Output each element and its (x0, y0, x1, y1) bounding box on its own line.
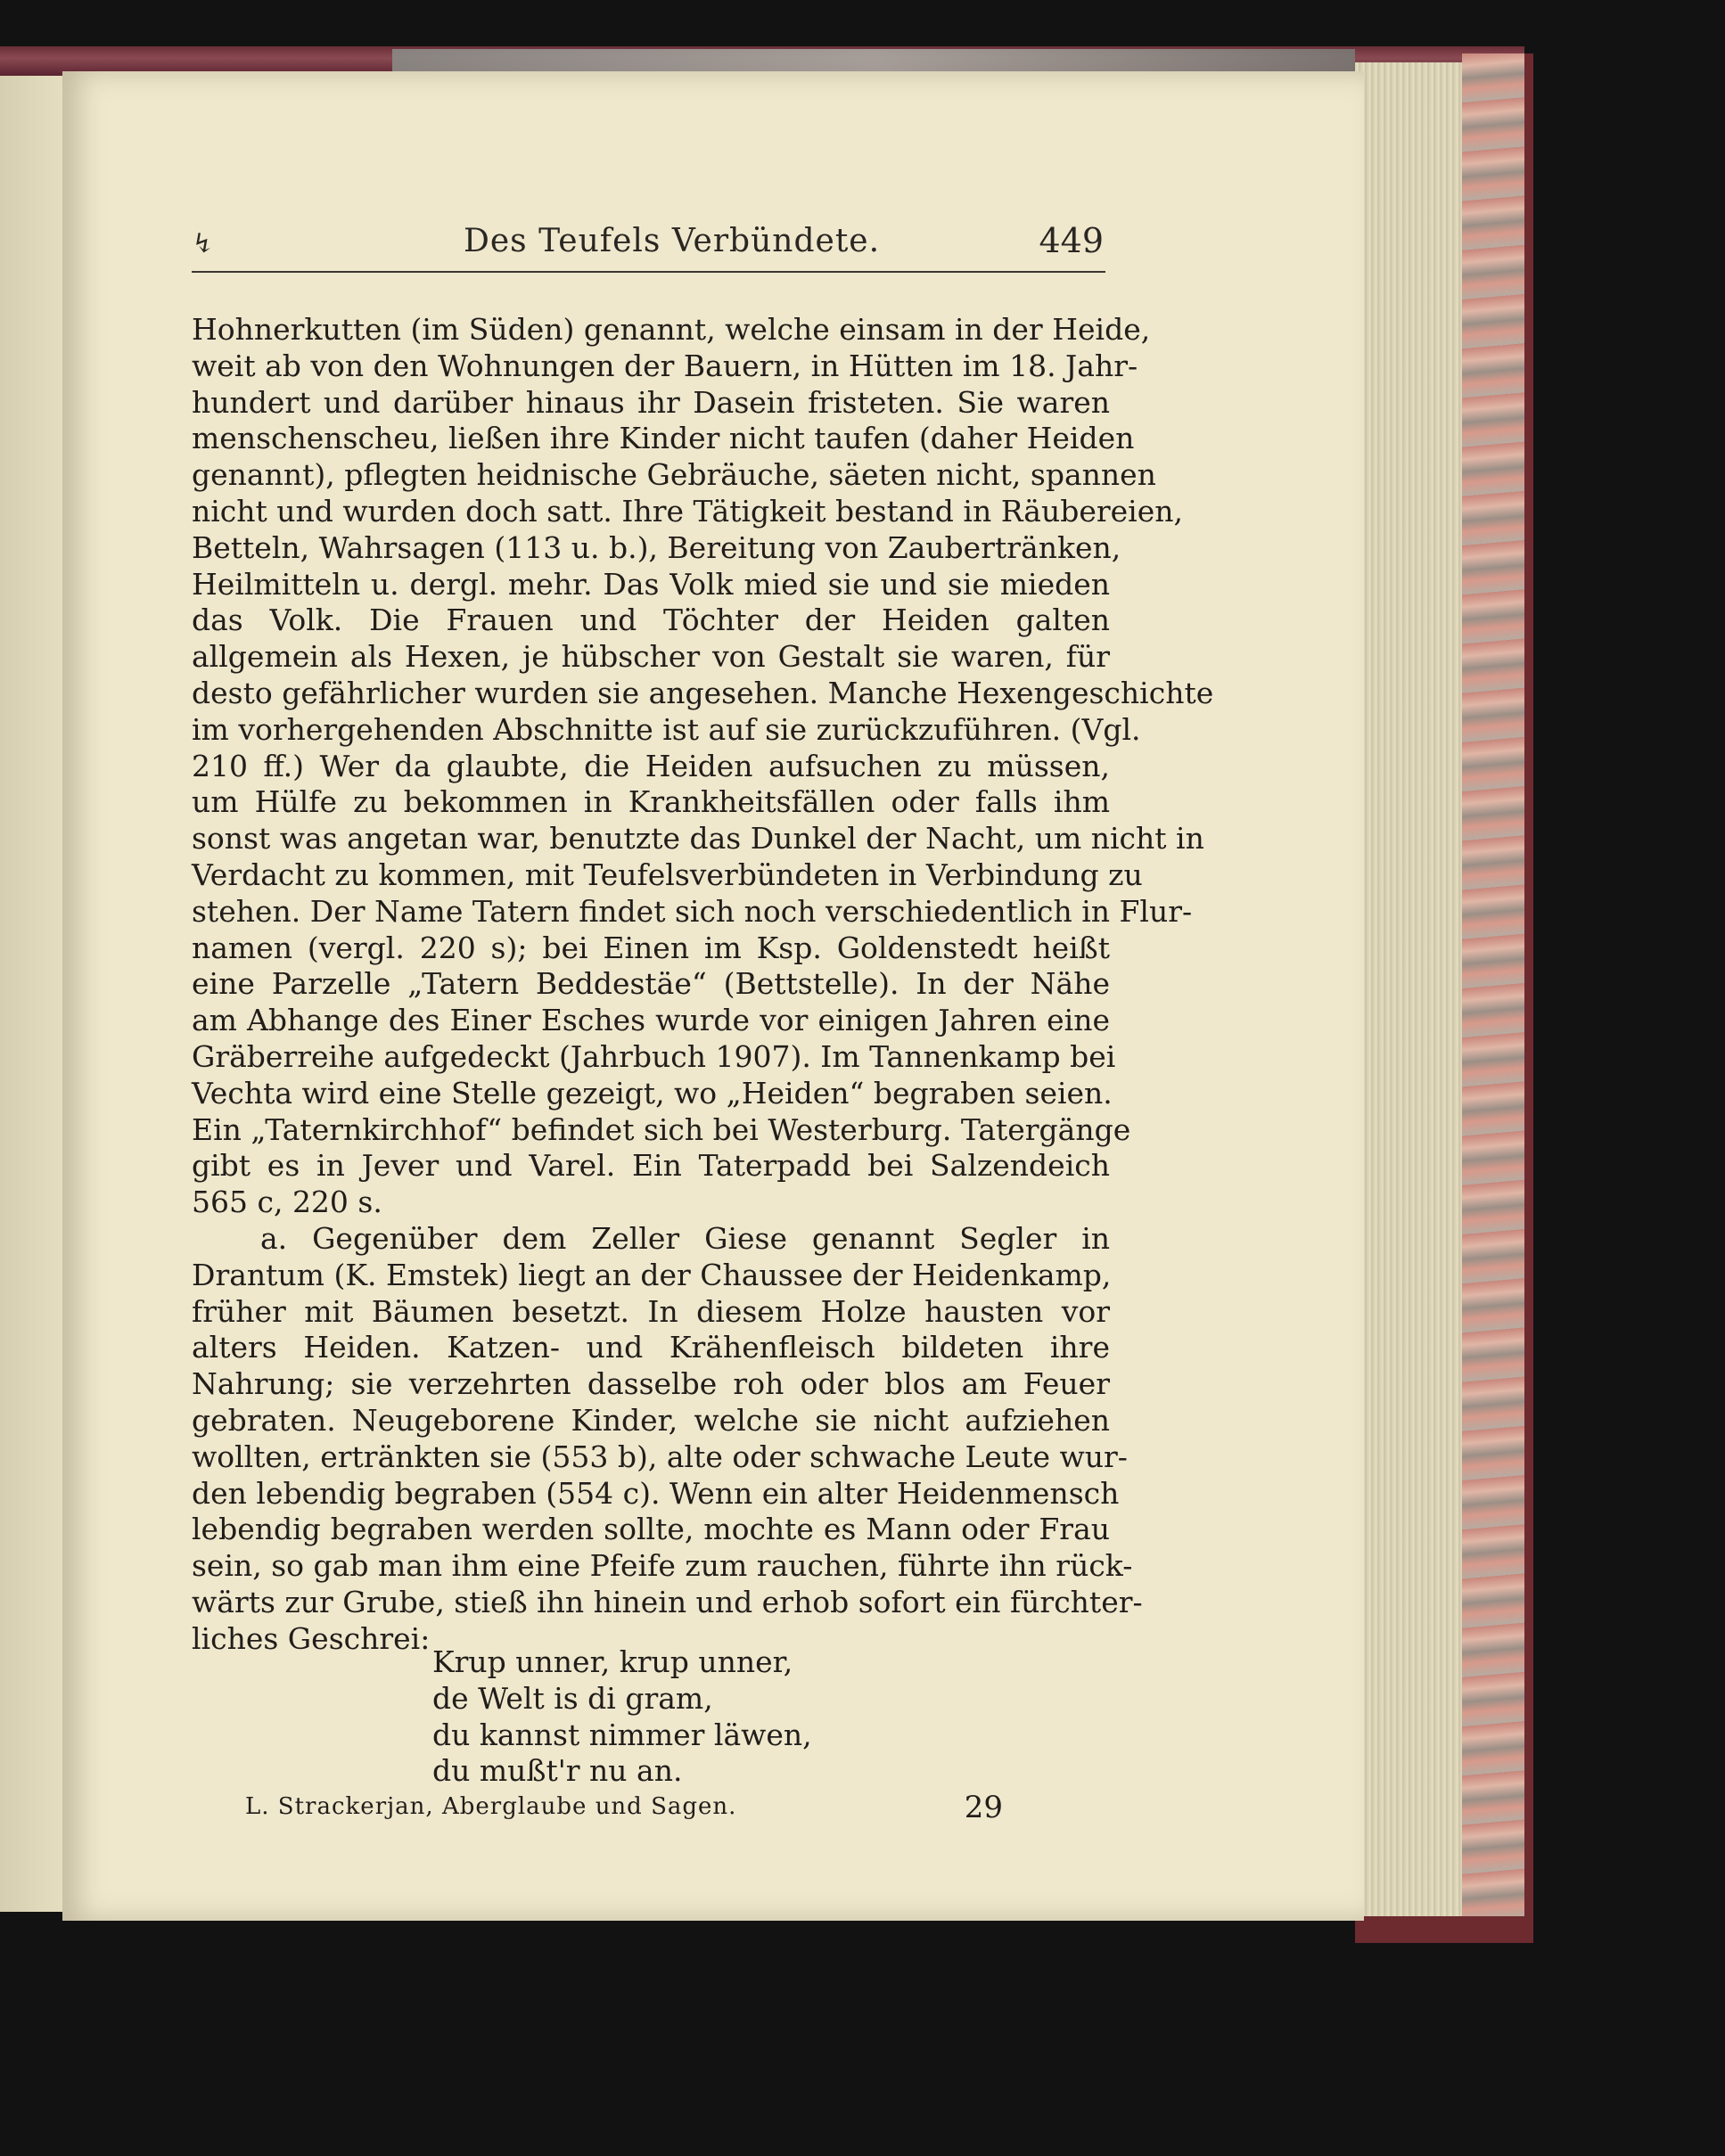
text-line: wollten, ertränkten sie (553 b), alte oder schwache Leute wur- (192, 1439, 1128, 1474)
verse-line: de Welt is di gram, (432, 1680, 713, 1716)
text-line: menschenscheu, ließen ihre Kinder nicht taufen (daher Heiden (192, 421, 1135, 456)
text-line: desto gefährlicher wurden sie angesehen. Manche Hexengeschichte (192, 675, 1214, 710)
text-line: stehen. Der Name Tatern findet sich noch verschiedentlich in Flur- (192, 893, 1193, 929)
text-line: Hohnerkutten (im Süden) genannt, welche einsam in der Heide, (192, 312, 1151, 347)
text-line: allgemein als Hexen, je hübscher von Gestalt sie waren, für (192, 639, 1110, 675)
text-line: weit ab von den Wohnungen der Bauern, in Hütten im 18. Jahr- (192, 348, 1138, 383)
text-line: liches Geschrei: (192, 1620, 431, 1656)
header-ornament-icon: ↯ (192, 228, 215, 259)
book-binding-band (392, 49, 1355, 72)
page-stack-edges (1355, 62, 1465, 1925)
text-line: sonst was angetan war, benutzte das Dunkel der Nacht, um nicht in (192, 821, 1204, 857)
body-text (192, 312, 1214, 1657)
page-footer (245, 1790, 1003, 1829)
text-line: genannt), pflegten heidnische Gebräuche, säeten nicht, spannen (192, 457, 1156, 493)
signature-mark: 29 (964, 1790, 1003, 1825)
paragraph-start: a. Gegenüber dem Zeller Giese genannt Segler in (260, 1220, 1110, 1256)
text-line: lebendig begraben werden sollte, mochte es Mann oder Frau (192, 1512, 1110, 1547)
text-line: Heilmitteln u. dergl. mehr. Das Volk mied sie und sie mieden (192, 566, 1110, 602)
text-line: um Hülfe zu bekommen in Krankheitsfällen oder falls ihm (192, 784, 1110, 820)
verse-line: du kannst nimmer läwen, (432, 1717, 812, 1752)
header-title: Des Teufels Verbündete. (464, 223, 881, 259)
verse-line: Krup unner, krup unner, (432, 1644, 793, 1679)
text-line: 565 c, 220 s. (192, 1185, 382, 1220)
text-line: im vorhergehenden Abschnitte ist auf sie zurückzuführen. (Vgl. (192, 711, 1141, 747)
text-line: am Abhange des Einer Esches wurde vor einigen Jahren eine (192, 1003, 1110, 1038)
text-line: namen (vergl. 220 s); bei Einen im Ksp. Goldenstedt heißt (192, 930, 1110, 965)
footer-author: L. Strackerjan, Aberglaube und Sagen. (245, 1793, 737, 1820)
text-line: alters Heiden. Katzen- und Krähenfleisch bildeten ihre (192, 1330, 1110, 1365)
text-line: Vechta wird eine Stelle gezeigt, wo „Heiden“ begraben seien. (192, 1075, 1113, 1111)
left-page-edge (0, 76, 71, 1912)
verse-line: du mußt'r nu an. (432, 1753, 683, 1789)
text-line: gebraten. Neugeborene Kinder, welche sie nicht aufziehen (192, 1402, 1110, 1438)
text-line: sein, so gab man ihm eine Pfeife zum rauchen, führte ihn rück- (192, 1548, 1133, 1584)
text-line: hundert und darüber hinaus ihr Dasein fristeten. Sie waren (192, 384, 1110, 420)
text-line: früher mit Bäumen besetzt. In diesem Holze hausten vor (192, 1293, 1110, 1329)
text-line: nicht und wurden doch satt. Ihre Tätigkeit bestand in Räubereien, (192, 493, 1184, 529)
text-line: Gräberreihe aufgedeckt (Jahrbuch 1907). Im Tannenkamp bei (192, 1038, 1116, 1074)
text-line: eine Parzelle „Tatern Beddestäe“ (Bettstelle). In der Nähe (192, 966, 1110, 1002)
text-line: gibt es in Jever und Varel. Ein Taterpadd bei Salzendeich (192, 1148, 1110, 1184)
page-number: 449 (1039, 221, 1104, 260)
text-line: Nahrung; sie verzehrten dasselbe roh oder blos am Feuer (192, 1366, 1110, 1402)
cover-edge (1524, 53, 1533, 1943)
text-line: Ein „Taternkirchhof“ befindet sich bei Westerburg. Tatergänge (192, 1111, 1131, 1147)
text-line: wärts zur Grube, stieß ihn hinein und erhob sofort ein fürchter- (192, 1584, 1143, 1619)
text-line: Betteln, Wahrsagen (113 u. b.), Bereitung von Zaubertränken, (192, 529, 1121, 565)
text-line: Drantum (K. Emstek) liegt an der Chaussee der Heidenkamp, (192, 1257, 1112, 1292)
marbled-cover (1462, 53, 1529, 1943)
running-header (192, 221, 1105, 273)
text-line: 210 ff.) Wer da glaubte, die Heiden aufsuchen zu müssen, (192, 748, 1110, 783)
text-line: Verdacht zu kommen, mit Teufelsverbündeten in Verbindung zu (192, 857, 1143, 892)
verse-block (432, 1644, 812, 1790)
cover-bottom (1355, 1916, 1533, 1943)
text-line: das Volk. Die Frauen und Töchter der Heiden galten (192, 603, 1110, 638)
text-line: den lebendig begraben (554 c). Wenn ein alter Heidenmensch (192, 1475, 1120, 1511)
